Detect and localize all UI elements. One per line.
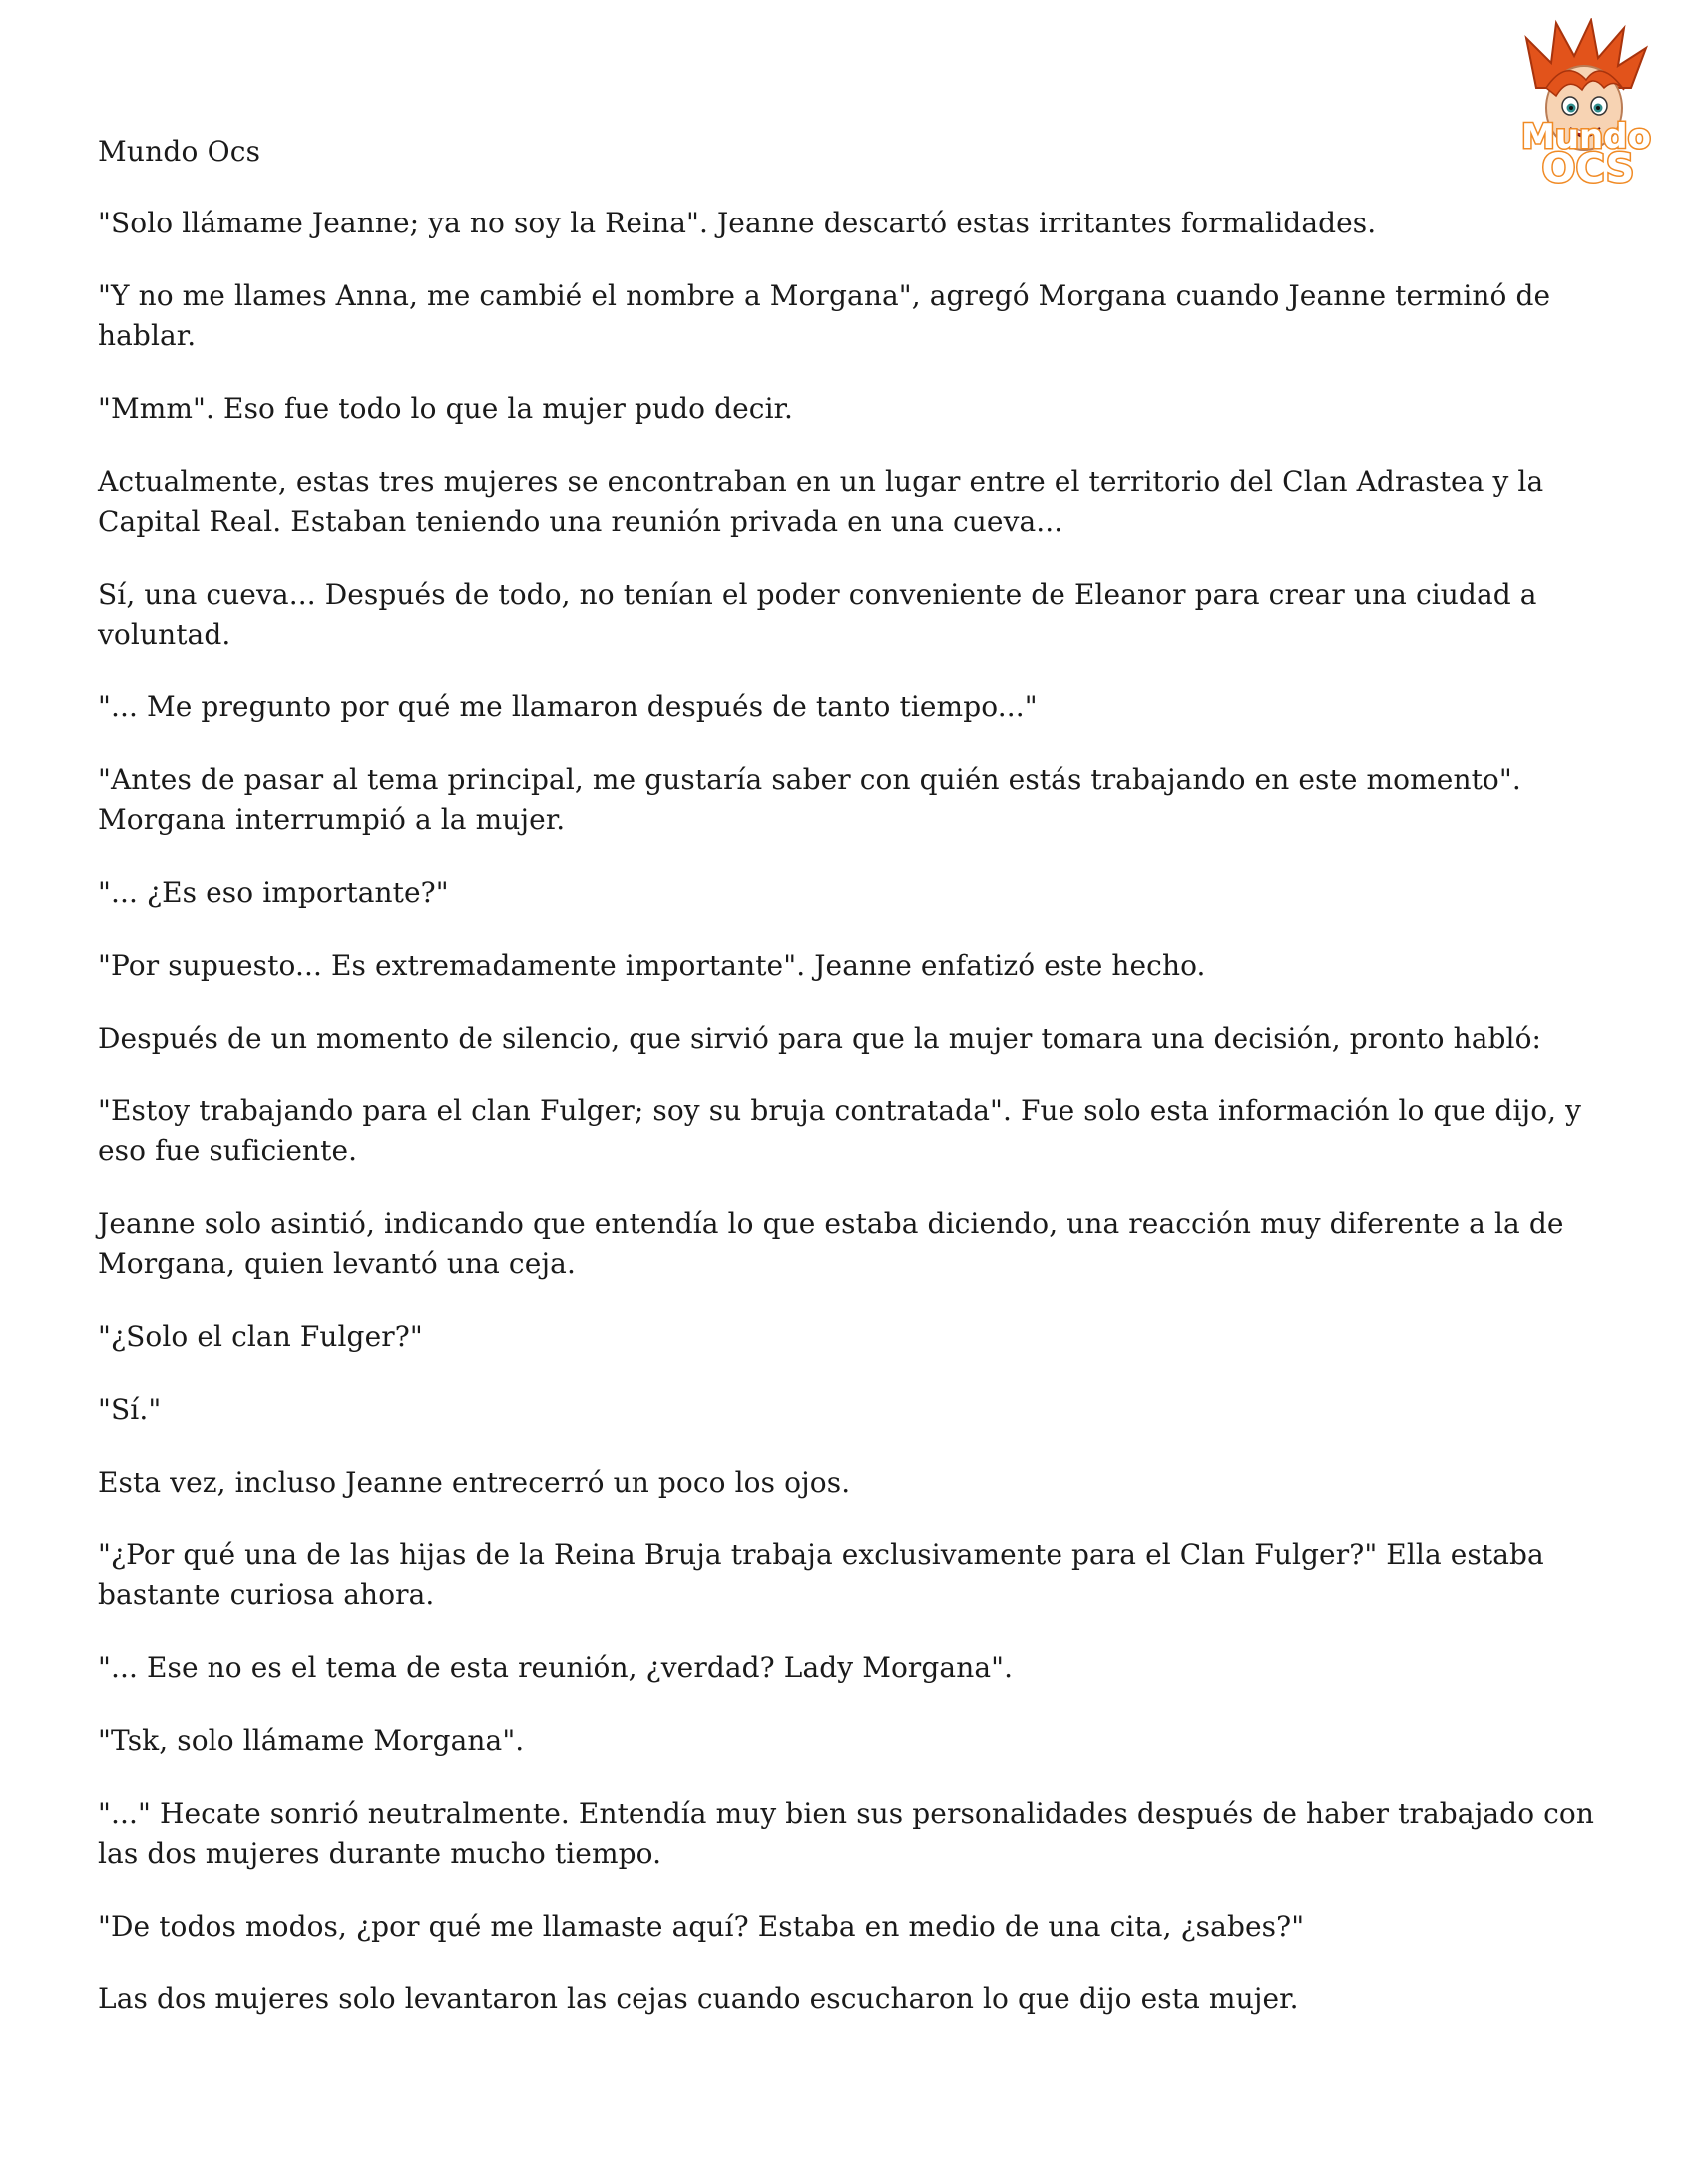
paragraph-5: Sí, una cueva... Después de todo, no tenían el poder conveniente de Eleanor para crear una ciudad a voluntad. xyxy=(98,578,1537,651)
paragraph-8: "... ¿Es eso importante?" xyxy=(98,876,449,909)
paragraph-14: "Sí." xyxy=(98,1393,162,1426)
paragraph-6: "... Me pregunto por qué me llamaron después de tanto tiempo..." xyxy=(98,690,1038,723)
document-heading: Mundo Ocs xyxy=(98,135,261,168)
paragraph-10: Después de un momento de silencio, que sirvió para que la mujer tomara una decisión, pronto habló: xyxy=(98,1022,1542,1055)
paragraph-3: "Mmm". Eso fue todo lo que la mujer pudo decir. xyxy=(98,392,794,425)
paragraph-9: "Por supuesto... Es extremadamente importante". Jeanne enfatizó este hecho. xyxy=(98,949,1206,982)
paragraph-11: "Estoy trabajando para el clan Fulger; soy su bruja contratada". Fue solo esta información lo que dijo, y eso fue suficiente. xyxy=(98,1094,1582,1167)
paragraph-20: "De todos modos, ¿por qué me llamaste aquí? Estaba en medio de una cita, ¿sabes?" xyxy=(98,1910,1305,1943)
paragraph-13: "¿Solo el clan Fulger?" xyxy=(98,1320,423,1353)
paragraph-19: "..." Hecate sonrió neutralmente. Entendía muy bien sus personalidades después de haber trabajado con las dos mujeres durante mucho tiempo. xyxy=(98,1797,1595,1870)
paragraph-15: Esta vez, incluso Jeanne entrecerró un poco los ojos. xyxy=(98,1466,851,1499)
paragraph-12: Jeanne solo asintió, indicando que entendía lo que estaba diciendo, una reacción muy diferente a la de Morgana, quien levantó una ceja. xyxy=(98,1207,1564,1280)
paragraph-4: Actualmente, estas tres mujeres se encontraban en un lugar entre el territorio del Clan Adrastea y la Capital Real. Estaban teniendo una reunión privada en una cueva... xyxy=(98,465,1544,538)
paragraph-17: "... Ese no es el tema de esta reunión, ¿verdad? Lady Morgana". xyxy=(98,1651,1014,1684)
paragraph-7: "Antes de pasar al tema principal, me gustaría saber con quién estás trabajando en este momento". Morgana interrumpió a la mujer. xyxy=(98,763,1521,836)
paragraph-2: "Y no me llames Anna, me cambié el nombre a Morgana", agregó Morgana cuando Jeanne terminó de hablar. xyxy=(98,279,1551,352)
logo-text-line1: Mundo xyxy=(1521,117,1651,157)
document-body xyxy=(98,132,1634,2052)
paragraph-18: "Tsk, solo llámame Morgana". xyxy=(98,1724,525,1757)
logo-text-line2: OCS xyxy=(1541,146,1635,188)
paragraph-16: "¿Por qué una de las hijas de la Reina Bruja trabaja exclusivamente para el Clan Fulger?" Ella estaba bastante curiosa ahora. xyxy=(98,1538,1544,1611)
paragraph-1: "Solo llámame Jeanne; ya no soy la Reina". Jeanne descartó estas irritantes formalidades. xyxy=(98,207,1377,239)
paragraph-21: Las dos mujeres solo levantaron las cejas cuando escucharon lo que dijo esta mujer. xyxy=(98,1982,1299,2015)
